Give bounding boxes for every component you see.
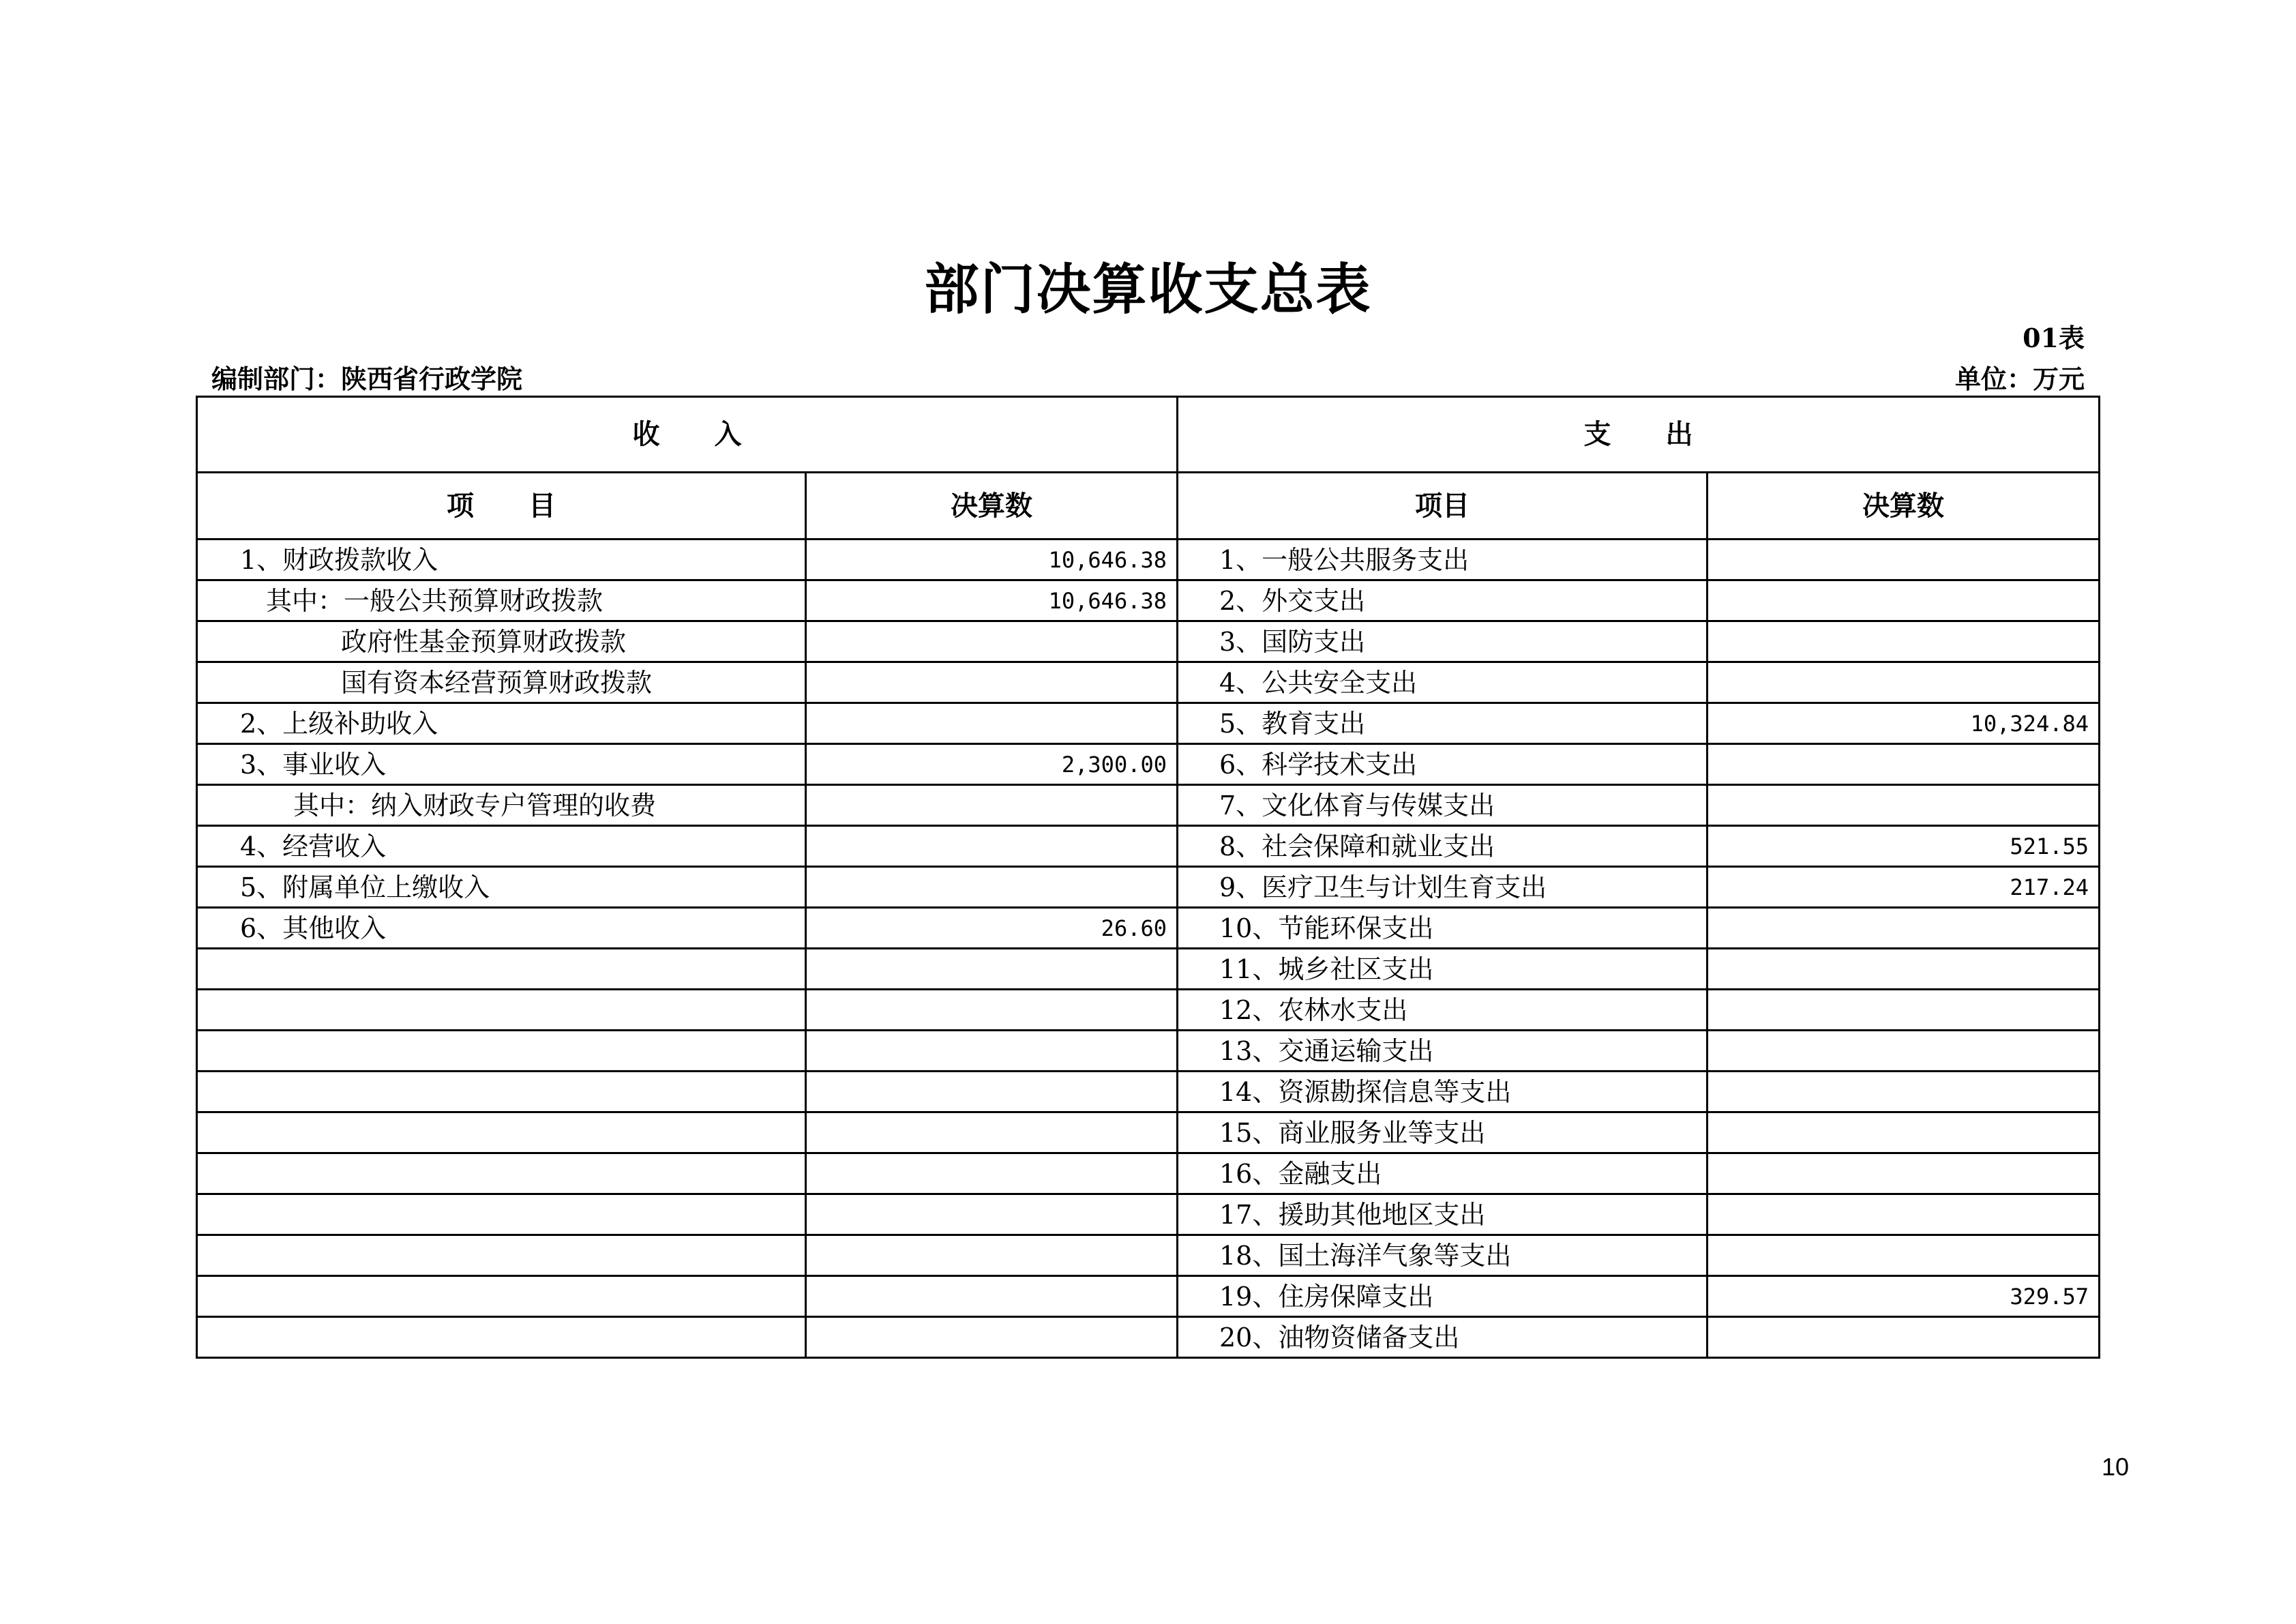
income-amount: [806, 1317, 1178, 1358]
income-amount: 10,646.38: [806, 580, 1178, 621]
income-amount: [806, 1276, 1178, 1317]
table-row: [197, 744, 2100, 785]
expense-item: 13、交通运输支出: [1178, 1031, 1708, 1072]
expense-amount: [1708, 785, 2100, 826]
income-amount: 26.60: [806, 908, 1178, 949]
table-row: [197, 785, 2100, 826]
expense-item: 6、科学技术支出: [1178, 744, 1708, 785]
income-item: 国有资本经营预算财政拨款: [197, 662, 806, 703]
income-amount: 10,646.38: [806, 540, 1178, 580]
expense-amount-header: 决算数: [1708, 473, 2100, 540]
table-row: [197, 1112, 2100, 1153]
income-amount: [806, 949, 1178, 990]
page-title: 部门决算收支总表: [924, 257, 1372, 321]
income-amount: [806, 621, 1178, 662]
expense-item: 2、外交支出: [1178, 580, 1708, 621]
income-item: 2、上级补助收入: [197, 703, 806, 744]
expense-section-header: 支 出: [1178, 397, 2100, 473]
table-row: [197, 580, 2100, 621]
expense-item: 5、教育支出: [1178, 703, 1708, 744]
table-row: [197, 908, 2100, 949]
income-amount: [806, 1153, 1178, 1194]
income-amount: [806, 1194, 1178, 1235]
income-amount: [806, 662, 1178, 703]
income-amount: [806, 1031, 1178, 1072]
income-item: 6、其他收入: [197, 908, 806, 949]
table-row: [197, 1276, 2100, 1317]
table-row: [197, 1317, 2100, 1358]
income-item: 其中：纳入财政专户管理的收费: [197, 785, 806, 826]
income-amount: [806, 1072, 1178, 1112]
expense-amount: [1708, 1194, 2100, 1235]
expense-item: 20、油物资储备支出: [1178, 1317, 1708, 1358]
income-amount: [806, 1112, 1178, 1153]
expense-amount: [1708, 990, 2100, 1031]
expense-item: 9、医疗卫生与计划生育支出: [1178, 867, 1708, 908]
income-item: 5、附属单位上缴收入: [197, 867, 806, 908]
income-amount: [806, 990, 1178, 1031]
table-row: [197, 867, 2100, 908]
expense-item: 11、城乡社区支出: [1178, 949, 1708, 990]
expense-item: 19、住房保障支出: [1178, 1276, 1708, 1317]
income-item: [197, 1317, 806, 1358]
income-amount-header: 决算数: [806, 473, 1178, 540]
expense-item: 12、农林水支出: [1178, 990, 1708, 1031]
expense-item: 18、国土海洋气象等支出: [1178, 1235, 1708, 1276]
expense-amount: 521.55: [1708, 826, 2100, 867]
expense-item: 17、援助其他地区支出: [1178, 1194, 1708, 1235]
expense-amount: [1708, 540, 2100, 580]
table-row: [197, 621, 2100, 662]
expense-item: 14、资源勘探信息等支出: [1178, 1072, 1708, 1112]
table-row: [197, 1153, 2100, 1194]
income-amount: 2,300.00: [806, 744, 1178, 785]
table-row: [197, 1031, 2100, 1072]
table-row: [197, 540, 2100, 580]
income-item: [197, 1112, 806, 1153]
expense-amount: [1708, 744, 2100, 785]
table-row: [197, 990, 2100, 1031]
income-item: 政府性基金预算财政拨款: [197, 621, 806, 662]
table-row: [197, 1235, 2100, 1276]
expense-item: 16、金融支出: [1178, 1153, 1708, 1194]
income-item: [197, 1031, 806, 1072]
expense-amount: [1708, 1031, 2100, 1072]
expense-amount: [1708, 1072, 2100, 1112]
income-item: [197, 1072, 806, 1112]
expense-amount: [1708, 621, 2100, 662]
income-amount: [806, 1235, 1178, 1276]
table-row: [197, 1194, 2100, 1235]
expense-amount: 10,324.84: [1708, 703, 2100, 744]
income-item: [197, 1235, 806, 1276]
section-header-row: [197, 397, 2100, 473]
income-item: [197, 949, 806, 990]
unit-label: 单位：万元: [1954, 364, 2085, 394]
budget-summary-table: [196, 396, 2100, 1359]
expense-amount: [1708, 1112, 2100, 1153]
income-item: [197, 1276, 806, 1317]
expense-amount: [1708, 580, 2100, 621]
income-item: 3、事业收入: [197, 744, 806, 785]
expense-amount: 329.57: [1708, 1276, 2100, 1317]
department-label: 编制部门：陕西省行政学院: [211, 364, 523, 394]
expense-amount: [1708, 662, 2100, 703]
table-number: 01表: [2023, 323, 2085, 353]
income-item: 其中：一般公共预算财政拨款: [197, 580, 806, 621]
income-amount: [806, 826, 1178, 867]
income-item-header: 项 目: [197, 473, 806, 540]
expense-amount: 217.24: [1708, 867, 2100, 908]
expense-amount: [1708, 1317, 2100, 1358]
expense-item: 7、文化体育与传媒支出: [1178, 785, 1708, 826]
income-item: [197, 990, 806, 1031]
table-row: [197, 949, 2100, 990]
income-amount: [806, 703, 1178, 744]
income-item: [197, 1153, 806, 1194]
expense-amount: [1708, 908, 2100, 949]
expense-item: 15、商业服务业等支出: [1178, 1112, 1708, 1153]
income-item: 1、财政拨款收入: [197, 540, 806, 580]
expense-item: 3、国防支出: [1178, 621, 1708, 662]
expense-item: 4、公共安全支出: [1178, 662, 1708, 703]
expense-item: 1、一般公共服务支出: [1178, 540, 1708, 580]
expense-amount: [1708, 949, 2100, 990]
expense-item-header: 项目: [1178, 473, 1708, 540]
income-item: 4、经营收入: [197, 826, 806, 867]
expense-item: 8、社会保障和就业支出: [1178, 826, 1708, 867]
table-row: [197, 703, 2100, 744]
page-number: 10: [2101, 1453, 2129, 1481]
table-row: [197, 1072, 2100, 1112]
expense-amount: [1708, 1153, 2100, 1194]
table-row: [197, 826, 2100, 867]
income-amount: [806, 867, 1178, 908]
expense-item: 10、节能环保支出: [1178, 908, 1708, 949]
income-item: [197, 1194, 806, 1235]
table-row: [197, 662, 2100, 703]
column-header-row: [197, 473, 2100, 540]
income-section-header: 收 入: [197, 397, 1178, 473]
expense-amount: [1708, 1235, 2100, 1276]
income-amount: [806, 785, 1178, 826]
